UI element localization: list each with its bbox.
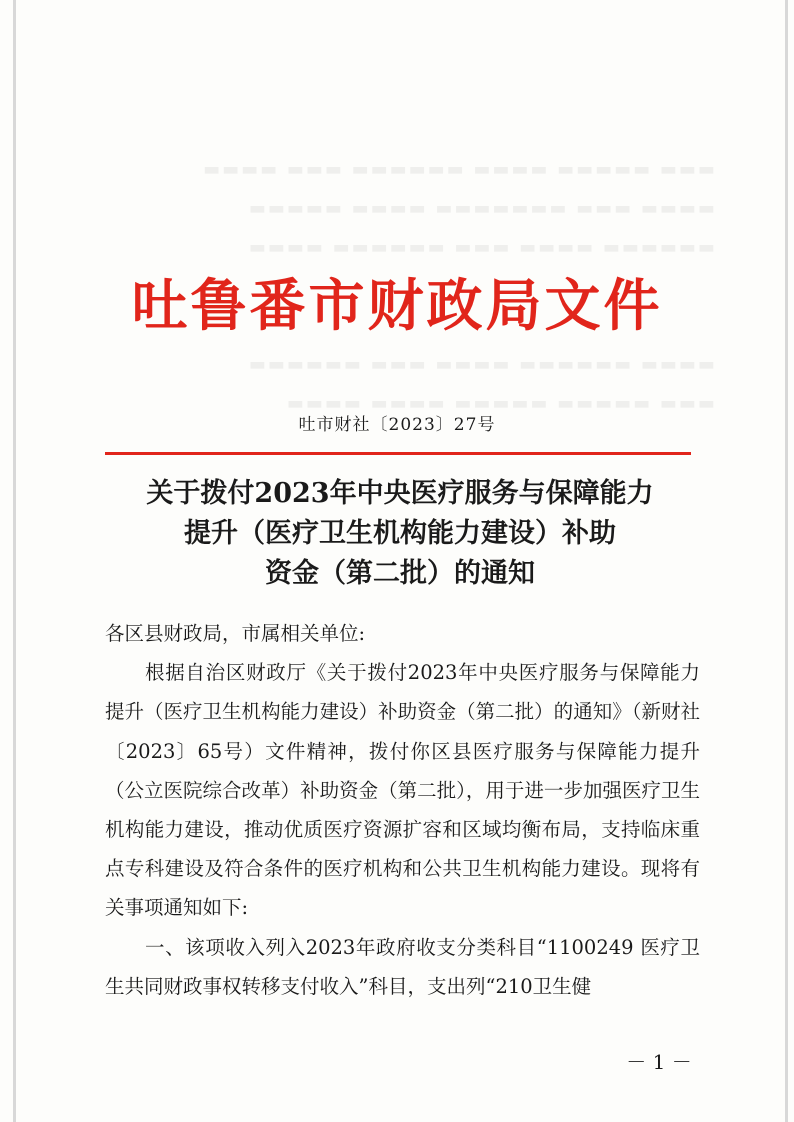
notice-title-line: 资金（第二批）的通知 xyxy=(265,558,535,589)
notice-title xyxy=(100,474,700,594)
show-through-decoration: ▬▬▬ ▬▬▬▬▬ ▬▬▬▬ ▬▬▬▬▬▬ ▬▬▬ ▬▬▬▬ xyxy=(201,159,715,180)
show-through-decoration: ▬▬▬▬ ▬▬▬ ▬▬▬▬▬▬▬ ▬▬▬▬ ▬▬▬▬▬ xyxy=(246,198,715,219)
issuing-authority-title: 吐鲁番市财政局文件 xyxy=(131,274,663,339)
salutation: 各区县财政局，市属相关单位: xyxy=(105,622,366,645)
show-through-decoration: ▬▬▬▬▬▬ ▬▬▬▬ ▬▬▬ ▬▬▬▬▬▬ ▬▬▬▬ xyxy=(246,237,715,258)
page-number: － 1 － xyxy=(626,1050,692,1074)
body-paragraph: 一、该项收入列入2023年政府收支分类科目“1100249 医疗卫生共同财政事权转移支付收入”科目，支出列“210卫生健 xyxy=(105,935,700,998)
notice-title-line: 关于拨付2023年中央医疗服务与保障能力 xyxy=(146,478,654,509)
show-through-decoration: ▬▬▬▬ ▬▬▬▬▬▬ ▬▬▬▬ ▬▬▬ ▬▬▬▬▬▬ xyxy=(246,354,715,375)
show-through-decoration: ▬▬▬ ▬▬▬▬▬ ▬▬▬▬▬ ▬▬▬▬ ▬▬▬▬ xyxy=(284,393,715,414)
body-paragraph: 根据自治区财政厅《关于拨付2023年中央医疗服务与保障能力提升（医疗卫生机构能力建设）补助资金（第二批）的通知》（新财社〔2023〕65号）文件精神，拨付你区县医疗服务与保障能力提升（公立医院综合改革）补助资金（第二批），用于进一步加强医疗卫生机构能力建设，推动优质医疗资源扩容和区域均衡布局，支持临床重点专科建设及符合条件的医疗机构和公共卫生机构能力建设。现将有关事项通知如下: xyxy=(105,661,700,920)
scan-edge-left xyxy=(13,0,16,1122)
notice-body xyxy=(105,614,700,1006)
red-divider-line xyxy=(105,452,691,455)
notice-title-line: 提升（医疗卫生机构能力建设）补助 xyxy=(184,518,616,549)
scan-edge-right xyxy=(785,0,788,1122)
document-number: 吐市财社〔2023〕27号 xyxy=(298,415,496,435)
